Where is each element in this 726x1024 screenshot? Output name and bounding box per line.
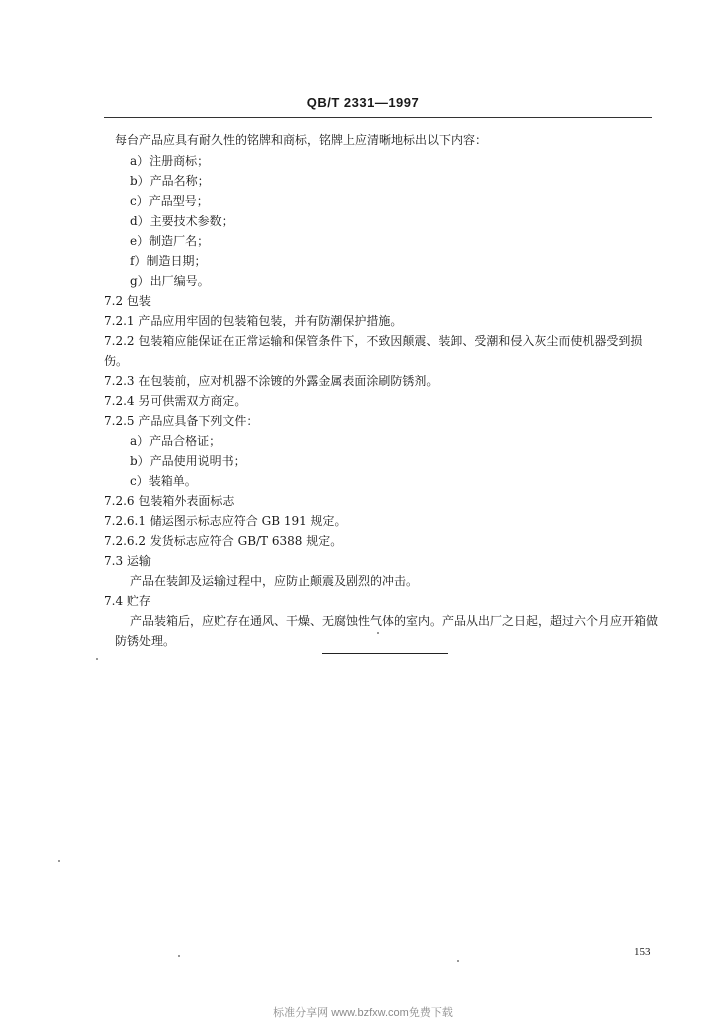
body-line: a）产品合格证；	[130, 434, 222, 448]
section-heading: 7.2 包装	[104, 294, 151, 308]
end-of-text-rule	[322, 653, 448, 654]
body-line: b）产品使用说明书；	[130, 454, 246, 468]
body-line: 产品装箱后，应贮存在通风、干燥、无腐蚀性气体的室内。产品从出厂之日起，超过六个月应开箱做	[130, 614, 659, 628]
body-line: d）主要技术参数；	[130, 214, 234, 228]
scan-speck	[178, 955, 180, 957]
body-line: 每台产品应具有耐久性的铭牌和商标，铭牌上应清晰地标出以下内容：	[115, 133, 488, 147]
body-line: g）出厂编号。	[130, 274, 210, 288]
page-number: 153	[634, 946, 651, 958]
body-line: e）制造厂名；	[130, 234, 210, 248]
body-line: 7.2.3 在包装前，应对机器不涂镀的外露金属表面涂刷防锈剂。	[104, 374, 439, 388]
body-line: c）装箱单。	[130, 474, 197, 488]
header-rule	[104, 117, 652, 118]
body-line: 产品在装卸及运输过程中，应防止颠震及剧烈的冲击。	[130, 574, 419, 588]
scan-speck	[58, 860, 60, 862]
scan-speck	[457, 960, 459, 962]
body-line: f）制造日期；	[130, 254, 207, 268]
scan-speck	[96, 658, 98, 660]
body-line: 7.2.6.1 储运图示标志应符合 GB 191 规定。	[104, 514, 347, 528]
body-line: 防锈处理。	[115, 634, 176, 648]
watermark: 标准分享网 www.bzfxw.com免费下载	[273, 1007, 453, 1019]
body-line: 7.2.5 产品应具备下列文件：	[104, 414, 259, 428]
body-line: 7.2.4 另可供需双方商定。	[104, 394, 247, 408]
section-heading: 7.2.6 包装箱外表面标志	[104, 494, 235, 508]
body-line: c）产品型号；	[130, 194, 209, 208]
scan-speck	[377, 632, 379, 634]
body-line: a）注册商标；	[130, 154, 210, 168]
body-line: b）产品名称；	[130, 174, 210, 188]
standard-code-header: QB/T 2331—1997	[306, 95, 420, 110]
body-line: 伤。	[104, 354, 129, 368]
section-heading: 7.3 运输	[104, 554, 151, 568]
body-line: 7.2.1 产品应用牢固的包装箱包装，并有防潮保护措施。	[104, 314, 403, 328]
section-heading: 7.4 贮存	[104, 594, 151, 608]
body-line: 7.2.6.2 发货标志应符合 GB/T 6388 规定。	[104, 534, 343, 548]
body-line: 7.2.2 包装箱应能保证在正常运输和保管条件下，不致因颠震、装卸、受潮和侵入灰尘而使机器受到损	[104, 334, 643, 348]
